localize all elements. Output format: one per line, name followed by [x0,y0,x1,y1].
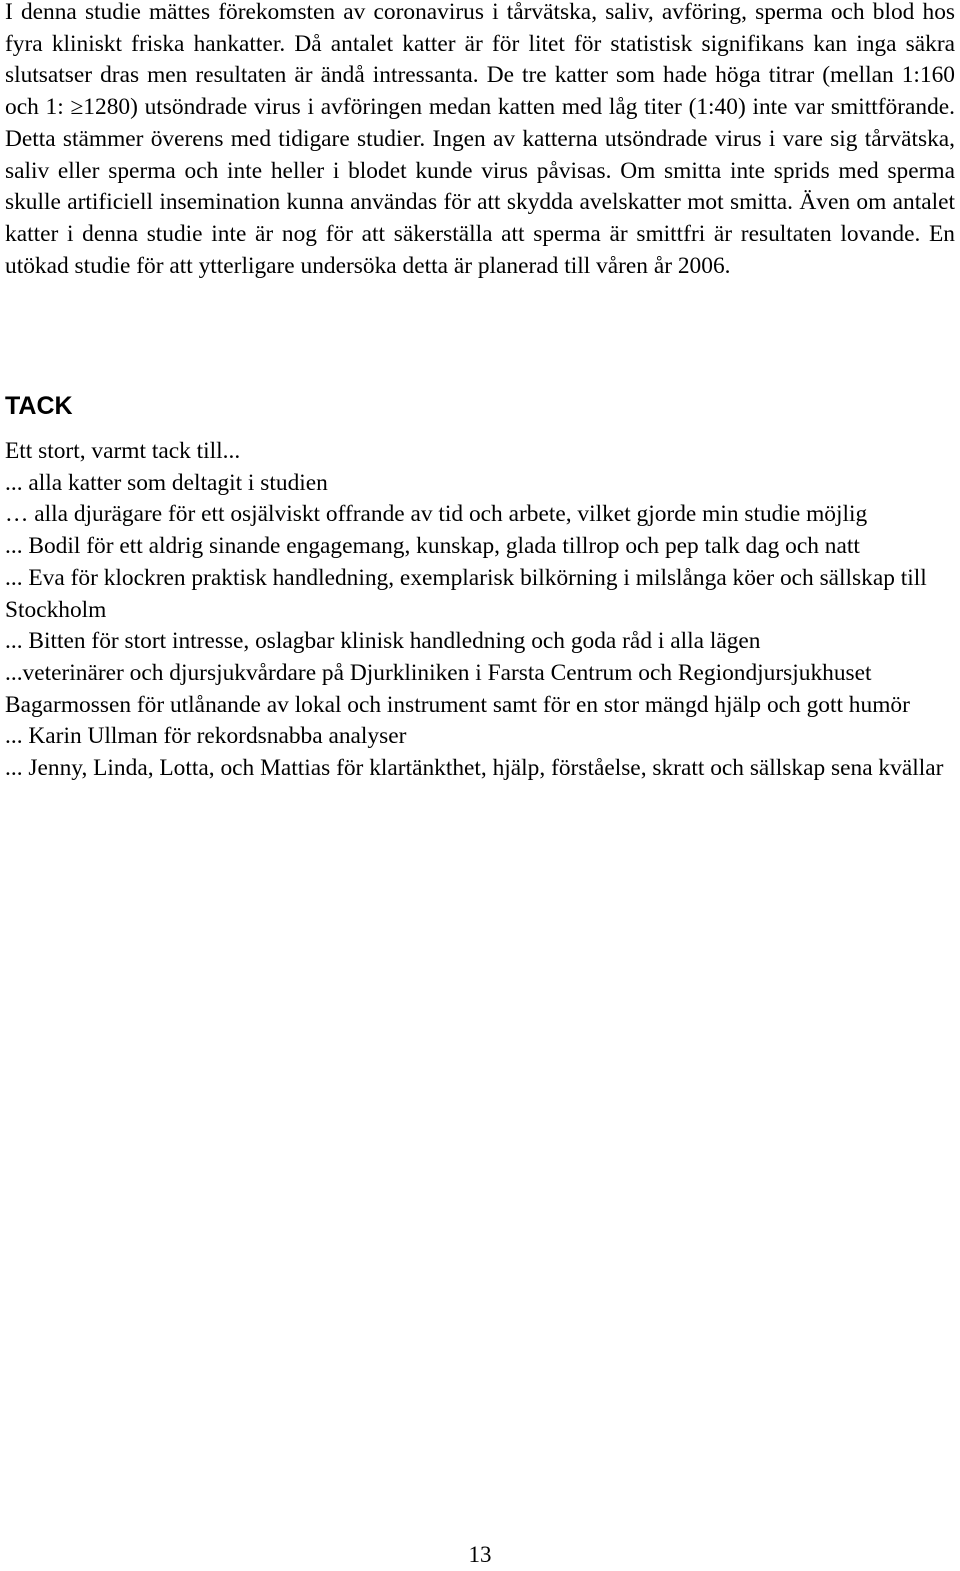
acknowledgement-item: ... Bodil för ett aldrig sinande engagemang, kunskap, glada tillrop och pep talk dag och natt [5,533,860,560]
acknowledgements-heading: TACK [5,392,73,420]
acknowledgements-intro: Ett stort, varmt tack till... [5,438,241,464]
page-number: 13 [468,1542,492,1567]
acknowledgement-item: ... Karin Ullman för rekordsnabba analyser [5,723,407,750]
acknowledgement-item: ... Bitten för stort intresse, oslagbar klinisk handledning och goda råd i alla lägen [5,628,761,655]
acknowledgements-list [5,436,955,785]
acknowledgement-item: ...veterinärer och djursjukvårdare på Djurkliniken i Farsta Centrum och Regiondjursjukhuset Bagarmossen för utlånande av lokal och instrument samt för en stor mängd hjälp och gott humör [5,659,910,718]
acknowledgement-item: … alla djurägare för ett osjälviskt offrande av tid och arbete, vilket gjorde min studie möjlig [5,501,868,528]
results-paragraph: I denna studie mättes förekomsten av coronavirus i tårvätska, saliv, avföring, sperma och blod hos fyra kliniskt friska hankatter. Då antalet katter är för litet för statistisk signifikans kan inga säkra slutsatser dras men resultaten är ändå intressanta. De tre katter som hade höga titrar (mellan 1:160 och 1: ≥1280) utsöndrade virus i avföringen medan katten med låg titer (1:40) inte var smittförande. Detta stämmer överens med tidigare studier. Ingen av katterna utsöndrade virus i vare sig tårvätska, saliv eller sperma och inte heller i blodet kunde virus påvisas. Om smitta inte sprids med sperma skulle artificiell insemination kunna användas för att skydda avelskatter mot smitta. Även om antalet katter i denna studie inte är nog för att säkerställa att sperma är smittfri är resultaten lovande. En utökad studie för att ytterligare undersöka detta är planerad till våren år 2006. [5,0,955,279]
acknowledgement-item: ... Jenny, Linda, Lotta, och Mattias för klartänkthet, hjälp, förståelse, skratt och sällskap sena kvällar [5,755,944,782]
acknowledgement-item: ... Eva för klockren praktisk handledning, exemplarisk bilkörning i milslånga köer och sällskap till Stockholm [5,564,927,623]
acknowledgement-item: ... alla katter som deltagit i studien [5,469,328,496]
